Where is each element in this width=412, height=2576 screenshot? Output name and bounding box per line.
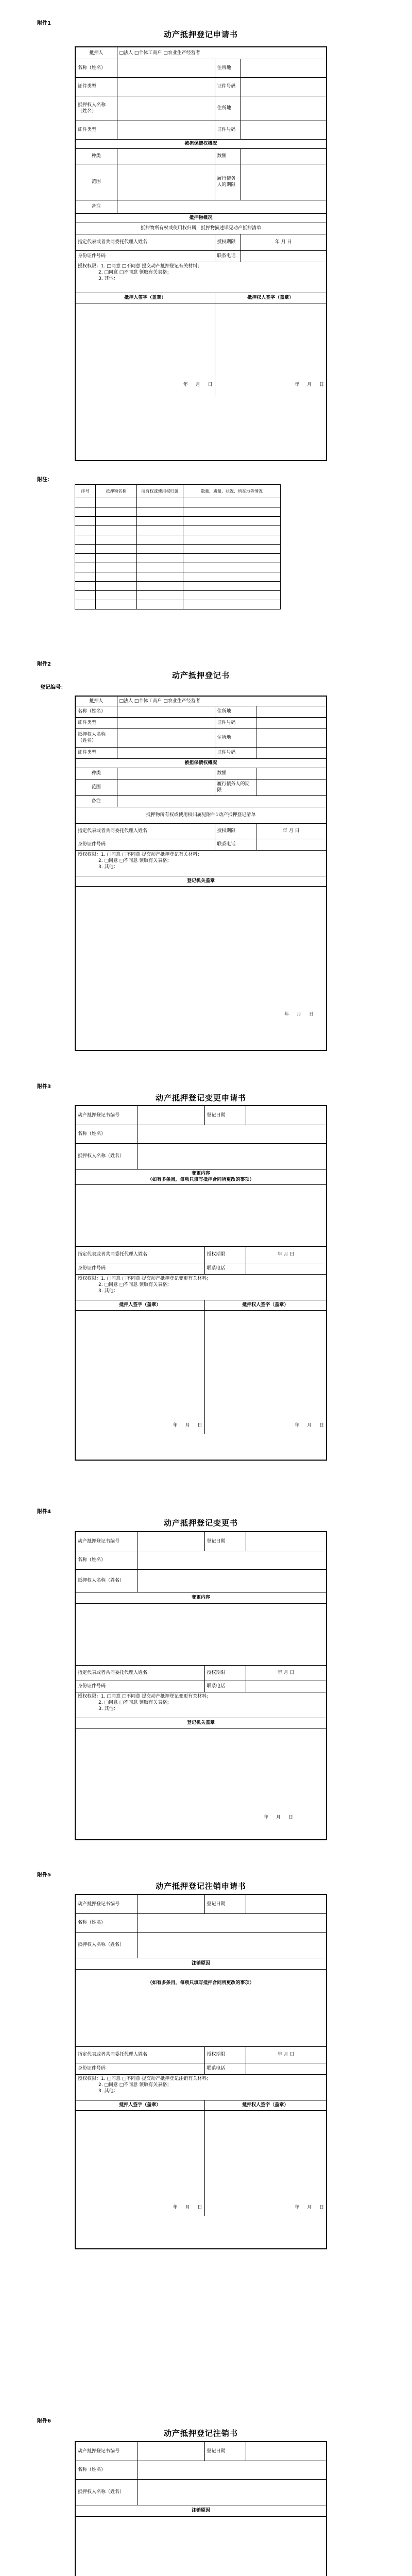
mortgagee-signature-area[interactable]: 年 月 日 bbox=[215, 303, 326, 396]
form-1: 抵押人 □法人 □个体工商户 □农业生产经营者 名称（姓名） 住所地 证件类型 证件号码 抵押权人名称（姓名） 住所地 证件类型 证件号码 被担保债权概况 种类 数额 范围 履行债务人的期限 备注 抵押物概况 抵押物所有权或使用权归属，抵押物描述详见动产抵押清单 指定代表或者共同委托代理人姓名 授权期限 年 月 日 身份证件号码 联系电话 授权权限：1. □同意 □不同意 提交动产抵押登记有关材料； 2. □同意 □不同意 领取有关表格； 3. 其他： 抵押人签字（盖章） 抵押权人签字（盖章） 年 月 日 年 月 日 bbox=[75, 46, 327, 461]
secured-claims-header: 被担保债权概况 bbox=[76, 139, 326, 148]
form-5: 动产抵押登记书编号 登记日期 名称（姓名） 抵押权人名称（姓名） 注销原因 （如有多条目，每项只填写抵押合同所更改的事项） 指定代表或者共同委托代理人姓名 授权期限 年 月 日 身份证件号码 联系电话 授权权限：1. □同意 □不同意 提交动产抵押登记注销有关材料； 2. □同意 □不同意 领取有关表格； 3. 其他： 抵押人签字（盖章） 抵押权人签字（盖章） 年 月 日 年 月 日 bbox=[75, 1894, 327, 2249]
change-content-area[interactable] bbox=[76, 1603, 326, 1665]
form-4: 动产抵押登记书编号 登记日期 名称（姓名） 抵押权人名称（姓名） 变更内容 指定代表或者共同委托代理人姓名 授权期限 年 月 日 身份证件号码 联系电话 授权权限：1. □同意 □不同意 提交动产抵押登记变更有关材料； 2. □同意 □不同意 领取有关表格； 3. 其他： 登记机关盖章 年 月 日 bbox=[75, 1531, 327, 1840]
form-1-title: 动产抵押登记申请书 bbox=[163, 30, 238, 39]
mortgagee-signature-area[interactable]: 年 月 日 bbox=[204, 2110, 326, 2216]
notes-label: 附注： bbox=[37, 477, 53, 483]
annex-4-label: 附件4 bbox=[37, 1509, 51, 1515]
mortgagor-signature-area[interactable]: 年 月 日 bbox=[76, 303, 215, 396]
form-6-title: 动产抵押登记注销书 bbox=[163, 2429, 238, 2438]
mortgagee-signature-area[interactable]: 年 月 日 bbox=[204, 1310, 326, 1434]
annex-1-label: 附件1 bbox=[37, 21, 51, 26]
annex-2-label: 附件2 bbox=[37, 662, 51, 667]
annex-5-label: 附件5 bbox=[37, 1872, 51, 1878]
cancel-reason-area[interactable] bbox=[76, 2516, 326, 2576]
mortgaged-property-header: 抵押物概况 bbox=[76, 213, 326, 223]
mortgagor-name-field[interactable] bbox=[117, 59, 215, 77]
mortgagor-signature-area[interactable]: 年 月 日 bbox=[76, 2110, 204, 2216]
mortgage-property-list-table: 序号 抵押物名称 所有权或使用权归属 数量、质量、状况、所在地等情况 bbox=[75, 484, 281, 609]
mortgagee-name-field[interactable] bbox=[117, 96, 215, 121]
reg-number-label: 登记编号： bbox=[40, 685, 66, 690]
form-5-title: 动产抵押登记注销申请书 bbox=[155, 1882, 246, 1891]
cancel-reason-area[interactable]: （如有多条目，每项只填写抵押合同所更改的事项） bbox=[76, 1969, 326, 2046]
form-2: 抵押人 □法人 □个体工商户 □农业生产经营者 名称（姓名） 住所地 证件类型 证件号码 抵押权人名称（姓名） 住所地 证件类型 证件号码 被担保债权概况 种类 数额 范围 履行债务人的期限 备注 抵押物所有权或使用权归属见附件1动产抵押登记清单 指定代表或者共同委托代理人姓名 授权期限 年 月 日 身份证件号码 联系电话 授权权限：1. □同意 □不同意 提交动产抵押登记有关材料； 2. □同意 □不同意 领取有关表格； 3. 其他： 登记机关盖章 年 月 日 bbox=[75, 696, 327, 1051]
form-3-title: 动产抵押登记变更申请书 bbox=[155, 1093, 246, 1103]
annex-3-label: 附件3 bbox=[37, 1084, 51, 1090]
mortgagor-signature-area[interactable]: 年 月 日 bbox=[76, 1310, 204, 1434]
registration-seal-area[interactable]: 年 月 日 bbox=[76, 1728, 326, 1826]
form-3: 动产抵押登记书编号 登记日期 名称（姓名） 抵押权人名称（姓名） 变更内容 （如有多条目，每项只填写抵押合同所更改的事项） 指定代表或者共同委托代理人姓名 授权期限 年 月 日 身份证件号码 联系电话 授权权限：1. □同意 □不同意 提交动产抵押登记变更有关材料； 2. □同意 □不同意 领取有关表格； 3. 其他： 抵押人签字（盖章） 抵押权人签字（盖章） 年 月 日 年 月 日 bbox=[75, 1105, 327, 1461]
form-4-title: 动产抵押登记变更书 bbox=[163, 1518, 238, 1528]
form-6: 动产抵押登记书编号 登记日期 名称（姓名） 抵押权人名称（姓名） 注销原因 bbox=[75, 2441, 327, 2576]
annex-6-label: 附件6 bbox=[37, 2418, 51, 2424]
registration-seal-area[interactable]: 年 月 日 bbox=[76, 886, 326, 1025]
form-2-title: 动产抵押登记书 bbox=[171, 671, 230, 680]
change-content-area[interactable] bbox=[76, 1184, 326, 1246]
